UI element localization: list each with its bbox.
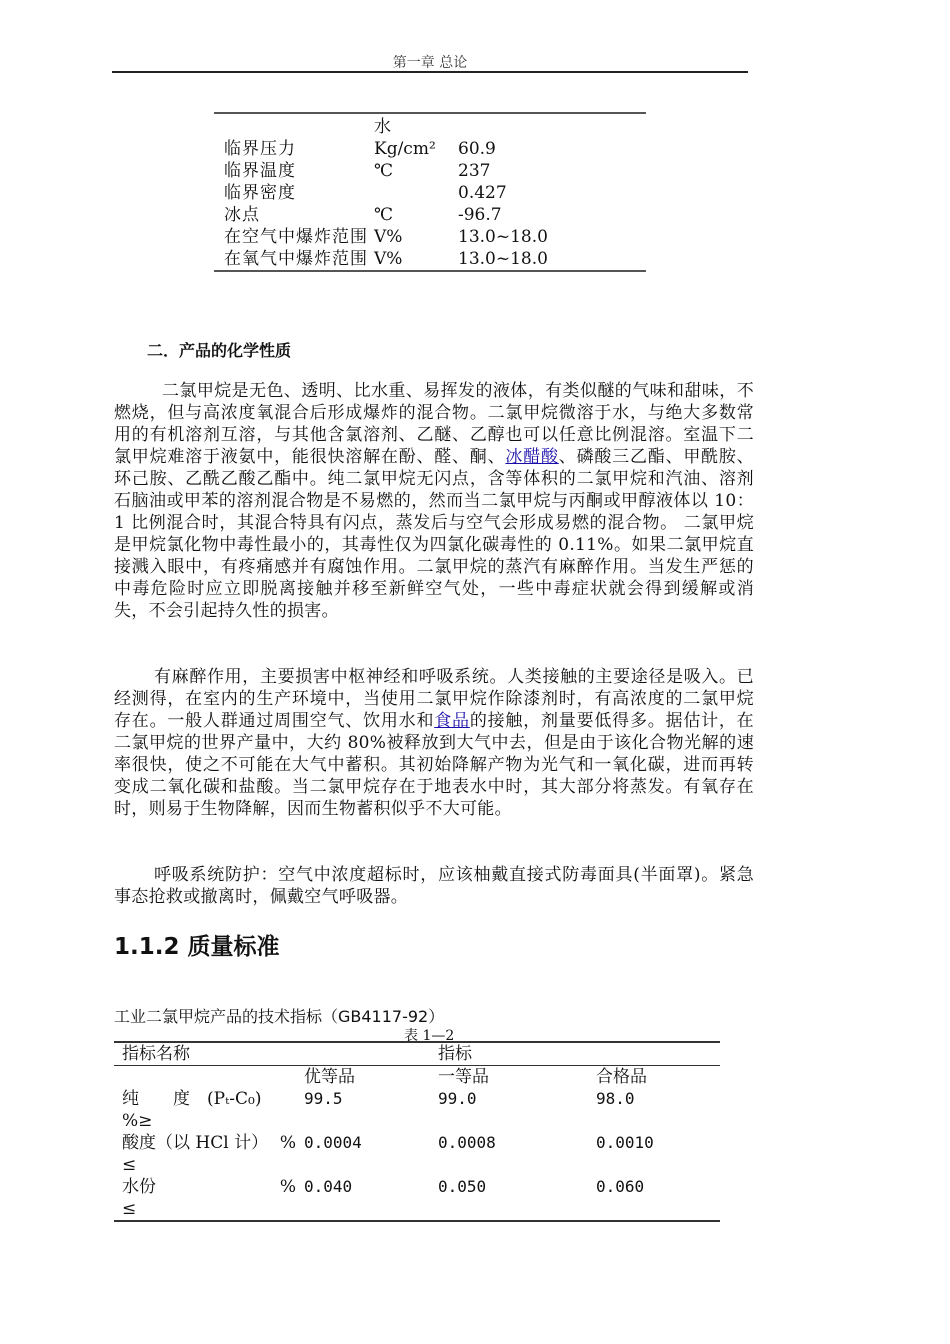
indicator-limit: %≥ <box>122 1111 153 1131</box>
table-row <box>214 204 646 226</box>
paragraph-text: 的接触，剂量要低得多。据估计，在二氯甲烷的世界产量中，大约 80%被释放到大气中去，但是由于该化合物光解的速率很快，使之不可能在大气中蓄积。其初始降解产物为光气和一氧化碳，进而再转变成二氧化碳和盐酸。当二氯甲烷存在于地表水中时，其大部分将蒸发。有氧存在时，则易于生物降解，因而生物蓄积似乎不大可能。 <box>114 711 754 819</box>
grade-label: 一等品 <box>438 1067 489 1087</box>
table-row <box>114 1132 720 1176</box>
paragraph-text: 有麻醉作用，主要损害中枢神经和呼吸系统。人类接触的主要途径是吸入。已经测得，在室内的生产环境中，当使用二氯甲烷作除漆剂时，有高浓度的二氯甲烷存在。一般人群通过周围空气、饮用水和 <box>114 667 754 731</box>
prop-name: 冰点 <box>224 205 260 225</box>
grade-label: 优等品 <box>304 1067 355 1087</box>
standard-title: 工业二氯甲烷产品的技术指标（GB4117-92） <box>114 1007 445 1026</box>
paragraph-protection: 呼吸系统防护：空气中浓度超标时，应该柚戴直接式防毒面具(半面罩)。紧急事态抢救或撤离时，佩戴空气呼吸器。 <box>114 865 754 907</box>
prop-value: 237 <box>458 161 491 181</box>
grade-row <box>114 1066 720 1088</box>
table-row <box>214 248 646 270</box>
indicator-unit: % <box>279 1133 296 1153</box>
value-first: 0.0008 <box>438 1133 496 1152</box>
grade-label: 合格品 <box>596 1067 647 1087</box>
prop-unit: 水 <box>374 117 391 137</box>
value-first: 0.050 <box>438 1177 487 1196</box>
value-premium: 0.040 <box>304 1177 353 1196</box>
value-qualified: 98.0 <box>596 1089 635 1108</box>
table-caption: 表 1—2 <box>404 1028 455 1044</box>
header-rule <box>112 71 748 73</box>
table-row <box>114 1088 720 1132</box>
prop-unit: ℃ <box>374 161 394 181</box>
paragraph-text: 二氯甲烷是无色、透明、比水重、易挥发的液体，有类似醚的气味和甜味，不燃烧，但与高浓度氧混合后形成爆炸的混合物。二氯甲烷微溶于水，与绝大多数常用的有机溶剂互溶，与其他含氯溶剂、乙醚、乙醇也可以任意比例混溶。室温下二氯甲烷难溶于液氨中，能很快溶解在酚、醛、酮、 <box>114 381 754 467</box>
indicator-name: 水份 <box>122 1177 156 1197</box>
indicator-name: 纯 度 (Pₜ-C₀) <box>122 1089 262 1109</box>
prop-name: 在空气中爆炸范围 <box>224 227 368 247</box>
prop-name <box>214 116 374 138</box>
prop-unit: ℃ <box>374 205 394 225</box>
prop-value: -96.7 <box>458 205 502 225</box>
prop-unit <box>374 182 458 204</box>
prop-unit: V% <box>374 227 403 247</box>
value-premium: 99.5 <box>304 1089 343 1108</box>
link-food[interactable]: 食品 <box>434 711 470 731</box>
table-row <box>214 160 646 182</box>
prop-unit: V% <box>374 249 403 269</box>
value-qualified: 0.060 <box>596 1177 645 1196</box>
prop-value: 13.0~18.0 <box>458 249 548 269</box>
table-row <box>214 114 646 138</box>
indicator-limit: ≤ <box>122 1199 137 1219</box>
indicator-unit: % <box>279 1177 296 1197</box>
value-premium: 0.0004 <box>304 1133 362 1152</box>
section-title: 1.1.2 质量标准 <box>114 934 280 960</box>
table-row <box>214 182 646 204</box>
standard-table <box>114 1041 720 1222</box>
table-row <box>214 138 646 160</box>
value-qualified: 0.0010 <box>596 1133 654 1152</box>
prop-name: 临界温度 <box>224 161 296 181</box>
indicator-name: 酸度（以 HCl 计） <box>122 1133 269 1153</box>
paragraph-text: 、磷酸三乙酯、甲酰胺、环己胺、乙酰乙酸乙酯中。纯二氯甲烷无闪点，含等体积的二氯甲烷和汽油、溶剂石脑油或甲苯的溶剂混合物是不易燃的，然而当二氯甲烷与丙酮或甲醇液体以 10：1 比例混合时，其混合特具有闪点，蒸发后与空气会形成易燃的混合物。 二氯甲烷是甲烷氯化物中毒性最小的，其毒性仅为四氯化碳毒性的 0.11%。如果二氯甲烷直接溅入眼中，有疼痛感并有腐蚀作用。二氯甲烷的蒸汽有麻醉作用。当发生严惩的中毒危险时应立即脱离接触并移至新鲜空气处，一些中毒症状就会得到缓解或消失，不会引起持久性的损害。 <box>114 447 754 621</box>
prop-value <box>458 116 646 138</box>
properties-table <box>214 112 646 272</box>
header-index: 指标 <box>438 1044 472 1064</box>
page-header: 第一章 总论 <box>392 55 468 71</box>
link-glacial-acetic-acid[interactable]: 冰醋酸 <box>505 447 559 467</box>
table-header-row <box>114 1043 720 1066</box>
table-row <box>114 1176 720 1220</box>
prop-unit: Kg/cm² <box>374 139 436 159</box>
indicator-limit: ≤ <box>122 1155 137 1175</box>
header-name: 指标名称 <box>122 1044 190 1064</box>
prop-name: 临界密度 <box>224 183 296 203</box>
prop-name: 在氧气中爆炸范围 <box>224 249 368 269</box>
prop-value: 13.0~18.0 <box>458 227 548 247</box>
prop-value: 0.427 <box>458 183 507 203</box>
paragraph-toxicity <box>114 666 754 820</box>
prop-name: 临界压力 <box>224 139 296 159</box>
value-first: 99.0 <box>438 1089 477 1108</box>
section-heading: 二．产品的化学性质 <box>147 341 292 360</box>
table-row <box>214 226 646 248</box>
paragraph-properties <box>114 380 754 622</box>
prop-value: 60.9 <box>458 139 496 159</box>
